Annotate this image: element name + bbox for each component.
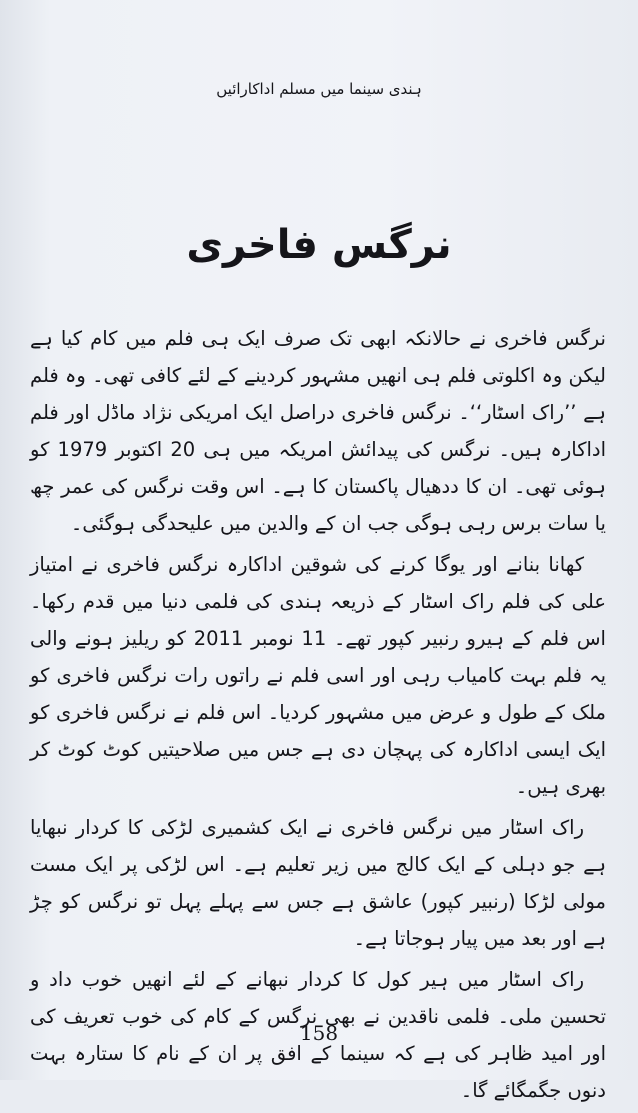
running-header: ہندی سینما میں مسلم اداکارائیں xyxy=(216,80,422,98)
body-text xyxy=(30,320,606,1113)
paragraph-3: راک اسٹار میں نرگس فاخری نے ایک کشمیری لڑکی کا کردار نبھایا ہے جو دہلی کے ایک کالج میں زیر تعلیم ہے۔ اس لڑکی پر ایک مست مولی لڑکا (رنبیر کپور) عاشق ہے جس سے پہلے پہل تو نرگس کو چڑ ہے اور بعد میں پیار ہوجاتا ہے۔ xyxy=(30,816,606,950)
paragraph-4: راک اسٹار میں ہیر کول کا کردار نبھانے کے لئے انھیں خوب داد و تحسین ملی۔ فلمی ناقدین نے بھی نرگس کے کام کی خوب تعریف کی اور امید ظاہر کی ہے کہ سینما کے افق پر ان کے نام کا ستارہ بہت دنوں جگمگائے گا۔ xyxy=(30,968,606,1102)
page-number: 158 xyxy=(299,1021,339,1045)
chapter-title: نرگس فاخری xyxy=(186,222,452,268)
paragraph-1: نرگس فاخری نے حالانکہ ابھی تک صرف ایک ہی فلم میں کام کیا ہے لیکن وہ اکلوتی فلم ہی انھیں مشہور کردینے کے لئے کافی تھی۔ وہ فلم ہے ’’راک اسٹار‘‘۔ نرگس فاخری دراصل ایک امریکی نژاد ماڈل اور فلم اداکارہ ہیں۔ نرگس کی پیدائش امریکہ میں ہی 20 اکتوبر 1979 کو ہوئی تھی۔ ان کا ددھیال پاکستان کا ہے۔ اس وقت نرگس کی عمر چھ یا سات برس رہی ہوگی جب ان کے والدین میں علیحدگی ہوگئی۔ xyxy=(30,327,606,535)
paragraph-2: کھانا بنانے اور یوگا کرنے کی شوقین اداکارہ نرگس فاخری نے امتیاز علی کی فلم راک اسٹار کے ذریعہ ہندی کی فلمی دنیا میں قدم رکھا۔ اس فلم کے ہیرو رنبیر کپور تھے۔ 11 نومبر 2011 کو ریلیز ہونے والی یہ فلم بہت کامیاب رہی اور اسی فلم نے راتوں رات نرگس فاخری کو ملک کے طول و عرض میں مشہور کردیا۔ اس فلم نے نرگس فاخری کو ایک ایسی اداکارہ کی پہچان دی ہے جس میں صلاحیتیں کوٹ کوٹ کر بھری ہیں۔ xyxy=(30,553,606,798)
